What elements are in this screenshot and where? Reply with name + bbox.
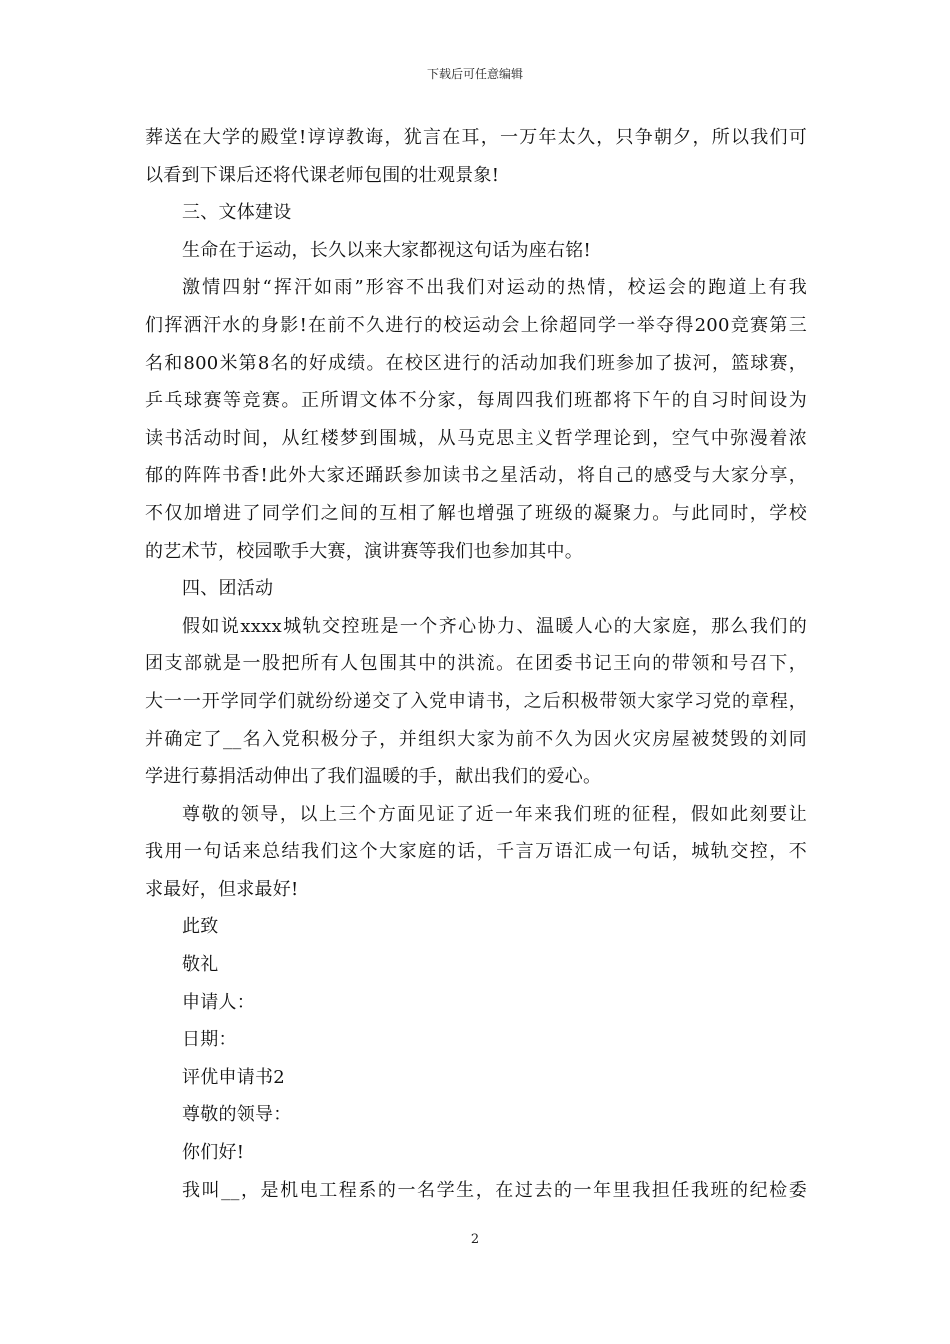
text-line: 日期： [182,1029,237,1051]
text-line: 学进行募捐活动伸出了我们温暖的手，献出我们的爱心。 [145,766,602,788]
text-line: 求最好，但求最好! [145,878,299,900]
page-header: 下载后可任意编辑 [426,67,523,81]
text-line: 尊敬的领导： [182,1104,292,1126]
text-line: 名和800米第8名的好成绩。在校区进行的活动加我们班参加了拔河，篮球赛， [145,352,807,374]
document-body [145,119,807,1209]
text-line: 团支部就是一股把所有人包围其中的洪流。在团委书记王向的带领和号召下， [145,653,807,675]
text-line: 生命在于运动，长久以来大家都视这句话为座右铭! [182,239,591,261]
text-line: 大一一开学同学们就纷纷递交了入党申请书，之后积极带领大家学习党的章程， [145,690,807,712]
text-line: 并确定了__名入党积极分子，并组织大家为前不久为因火灾房屋被焚毁的刘同 [145,728,807,750]
text-line: 尊敬的领导，以上三个方面见证了近一年来我们班的征程，假如此刻要让 [182,803,807,825]
text-line: 四、团活动 [182,578,274,600]
text-line: 我用一句话来总结我们这个大家庭的话，千言万语汇成一句话，城轨交控，不 [145,841,807,863]
text-line: 以看到下课后还将代课老师包围的壮观景象! [145,164,500,186]
text-line: 我叫__，是机电工程系的一名学生，在过去的一年里我担任我班的纪检委 [182,1179,807,1201]
page-number: 2 [470,1232,480,1247]
text-line: 三、文体建设 [182,202,292,224]
text-line: 敬礼 [182,954,219,976]
text-line: 此致 [182,916,219,938]
text-line: 郁的阵阵书香!此外大家还踊跃参加读书之星活动，将自己的感受与大家分享， [145,465,807,487]
text-line: 的艺术节，校园歌手大赛，演讲赛等我们也参加其中。 [145,540,583,562]
text-line: 读书活动时间，从红楼梦到围城，从马克思主义哲学理论到，空气中弥漫着浓 [145,427,807,449]
text-line: 申请人： [182,991,255,1013]
text-line: 假如说xxxx城轨交控班是一个齐心协力、温暖人心的大家庭，那么我们的 [182,615,807,637]
text-line: 们挥洒汗水的身影!在前不久进行的校运动会上徐超同学一举夺得200竞赛第三 [145,314,807,336]
text-line: 乒乓球赛等竞赛。正所谓文体不分家，每周四我们班都将下午的自习时间设为 [145,390,807,412]
text-line: 葬送在大学的殿堂!谆谆教诲，犹言在耳，一万年太久，只争朝夕，所以我们可 [145,127,807,148]
text-line: 不仅加增进了同学们之间的互相了解也增强了班级的凝聚力。与此同时，学校 [145,502,807,524]
text-line: 评优申请书2 [182,1066,285,1088]
text-line: 你们好! [182,1142,245,1164]
text-line: 激情四射“挥汗如雨”形容不出我们对运动的热情，校运会的跑道上有我 [182,277,807,299]
